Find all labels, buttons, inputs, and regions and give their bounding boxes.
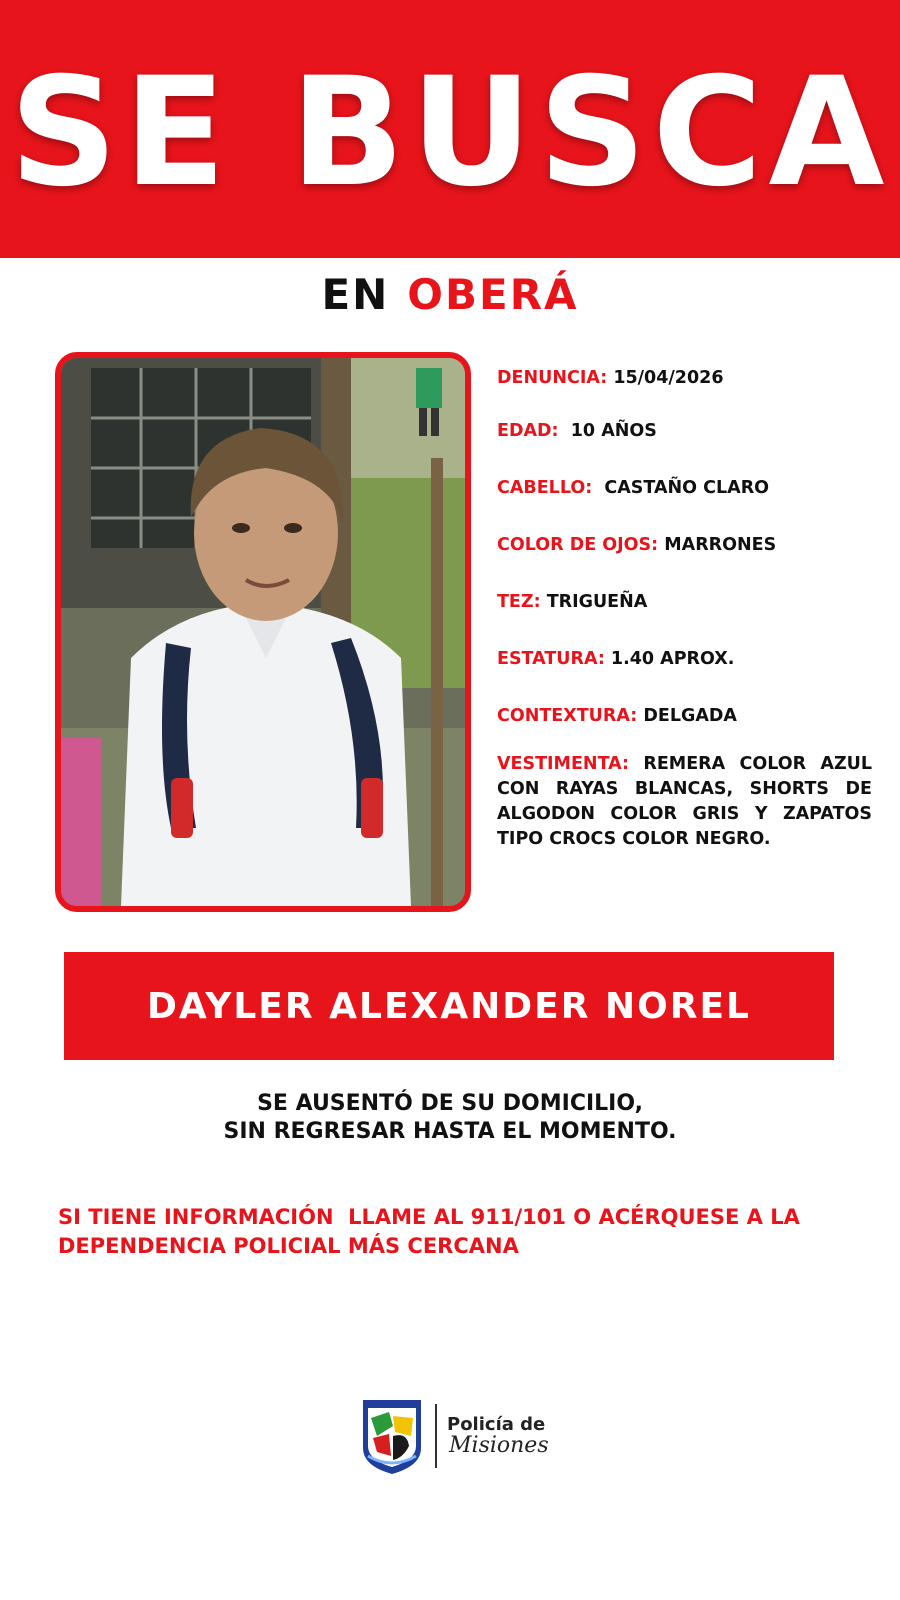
contact-info [58, 1203, 858, 1261]
contact-line-2: DEPENDENCIA POLICIAL MÁS CERCANA [58, 1234, 519, 1258]
header-banner [0, 0, 900, 258]
photo-illustration [61, 358, 465, 906]
absence-text [0, 1090, 900, 1146]
detail-color-ojos: COLOR DE OJOS: MARRONES [497, 535, 777, 555]
logo-separator [435, 1404, 437, 1468]
detail-denuncia: DENUNCIA: 15/04/2026 [497, 368, 724, 388]
name-banner [64, 952, 834, 1060]
detail-estatura: ESTATURA: 1.40 APROX. [497, 649, 735, 669]
location-city: OBERÁ [407, 270, 579, 319]
police-logo [359, 1396, 549, 1476]
logo-text-top: Policía de [447, 1414, 546, 1435]
location-prefix: EN [321, 270, 390, 319]
detail-contextura: CONTEXTURA: DELGADA [497, 706, 737, 726]
detail-tez: TEZ: TRIGUEÑA [497, 592, 648, 612]
location-line [0, 270, 900, 319]
missing-person-name: DAYLER ALEXANDER NOREL [146, 985, 751, 1027]
detail-cabello: CABELLO: CASTAÑO CLARO [497, 478, 770, 498]
logo-text [447, 1414, 549, 1458]
absence-line-1: SE AUSENTÓ DE SU DOMICILIO, [257, 1091, 643, 1116]
absence-line-2: SIN REGRESAR HASTA EL MOMENTO. [223, 1119, 677, 1144]
logo-text-bottom: Misiones [449, 1433, 549, 1458]
contact-line-1: SI TIENE INFORMACIÓN LLAME AL 911/101 O ACÉRQUESE A LA [58, 1205, 800, 1229]
police-shield-icon [359, 1396, 425, 1476]
detail-vestimenta: VESTIMENTA: REMERA COLOR AZUL CON RAYAS BLANCAS, SHORTS DE ALGODON COLOR GRIS Y ZAPATOS TIPO CROCS COLOR NEGRO. [497, 754, 872, 849]
page-title: SE BUSCA [9, 46, 891, 220]
missing-person-photo [55, 352, 471, 912]
detail-edad: EDAD: 10 AÑOS [497, 421, 657, 441]
